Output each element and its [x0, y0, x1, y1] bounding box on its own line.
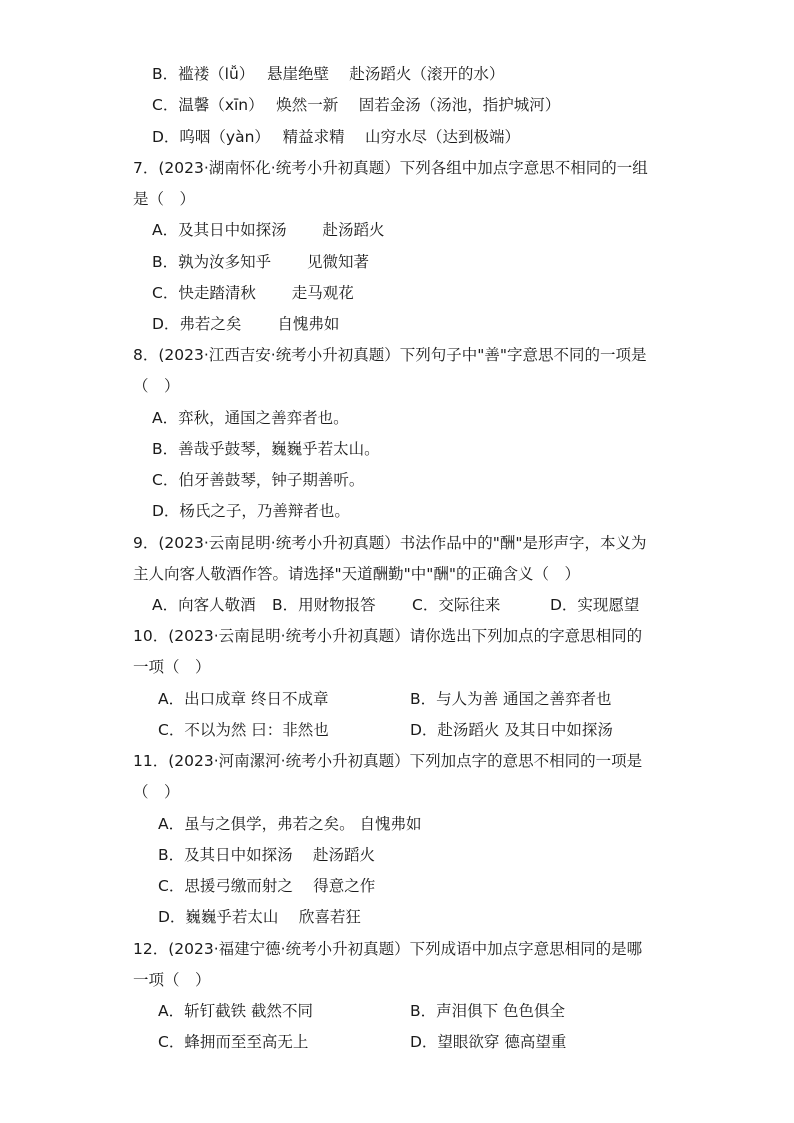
- q7-option-b: B．孰为汝多知乎 见微知著: [152, 253, 370, 271]
- q11-stem-line2: （ ）: [133, 783, 180, 801]
- q10-options-row2: [0, 715, 794, 746]
- q10-stem-line2: 一项（ ）: [133, 658, 211, 676]
- q12-option-c: C．蜂拥而至至高无上: [158, 1033, 309, 1051]
- q12-options-row1: [0, 996, 794, 1027]
- q7-stem-line2: 是（ ）: [133, 190, 196, 208]
- q11-stem-line1: 11．(2023·河南漯河·统考小升初真题）下列加点字的意思不相同的一项是: [133, 752, 643, 770]
- q10-option-d: D．赴汤蹈火 及其日中如探汤: [410, 721, 613, 739]
- q10-option-b: B．与人为善 通国之善弈者也: [410, 690, 612, 708]
- q12-options-row2: [0, 1027, 794, 1058]
- q8-option-c: C．伯牙善鼓琴，钟子期善听。: [152, 471, 365, 489]
- q12-option-d: D．望眼欲穿 德高望重: [410, 1033, 567, 1051]
- q9-options-row: [0, 590, 794, 621]
- q7-stem-line1: 7．(2023·湖南怀化·统考小升初真题）下列各组中加点字意思不相同的一组: [133, 159, 648, 177]
- q8-option-b: B．善哉乎鼓琴，巍巍乎若太山。: [152, 440, 380, 458]
- q12-option-b: B．声泪俱下 色色俱全: [410, 1002, 566, 1020]
- q10-options-row1: [0, 684, 794, 715]
- q7-option-a: A．及其日中如探汤 赴汤蹈火: [152, 221, 385, 239]
- q10-option-a: A．出口成章 终日不成章: [158, 690, 329, 708]
- q6-option-b: B．褴褛（lǚ） 悬崖绝壁 赴汤蹈火（滚开的水）: [152, 65, 505, 83]
- q9-option-a: A．向客人敬酒: [152, 596, 256, 614]
- q6-option-d: D．呜咽（yàn） 精益求精 山穷水尽（达到极端）: [152, 128, 521, 146]
- q11-option-a: A．虽与之俱学，弗若之矣。 自愧弗如: [158, 815, 422, 833]
- q9-option-b: B．用财物报答: [272, 596, 376, 614]
- q12-stem-line1: 12．(2023·福建宁德·统考小升初真题）下列成语中加点字意思相同的是哪: [133, 940, 643, 958]
- q7-option-c: C．快走踏清秋 走马观花: [152, 284, 354, 302]
- q10-option-c: C．不以为然 曰：非然也: [158, 721, 329, 739]
- q11-option-b: B．及其日中如探汤 赴汤蹈火: [158, 846, 376, 864]
- q9-option-d: D．实现愿望: [550, 596, 640, 614]
- q11-option-d: D．巍巍乎若太山 欣喜若狂: [158, 908, 361, 926]
- q9-stem-line2: 主人向客人敬酒作答。请选择"天道酬勤"中"酬"的正确含义（ ）: [133, 565, 581, 583]
- q8-option-a: A．弈秋，通国之善弈者也。: [152, 409, 349, 427]
- q6-option-c: C．温馨（xīn） 焕然一新 固若金汤（汤池，指护城河）: [152, 96, 561, 114]
- q7-option-d: D．弗若之矣 自愧弗如: [152, 315, 340, 333]
- q9-stem-line1: 9．(2023·云南昆明·统考小升初真题）书法作品中的"酬"是形声字，本义为: [133, 534, 647, 552]
- q12-stem-line2: 一项（ ）: [133, 971, 211, 989]
- q10-stem-line1: 10．(2023·云南昆明·统考小升初真题）请你选出下列加点的字意思相同的: [133, 627, 643, 645]
- q11-option-c: C．思援弓缴而射之 得意之作: [158, 877, 376, 895]
- q8-option-d: D．杨氏之子，乃善辩者也。: [152, 502, 350, 520]
- q9-option-c: C．交际往来: [412, 596, 501, 614]
- q8-stem-line1: 8．(2023·江西吉安·统考小升初真题）下列句子中"善"字意思不同的一项是: [133, 346, 647, 364]
- q8-stem-line2: （ ）: [133, 377, 180, 395]
- q12-option-a: A．斩钉截铁 截然不同: [158, 1002, 314, 1020]
